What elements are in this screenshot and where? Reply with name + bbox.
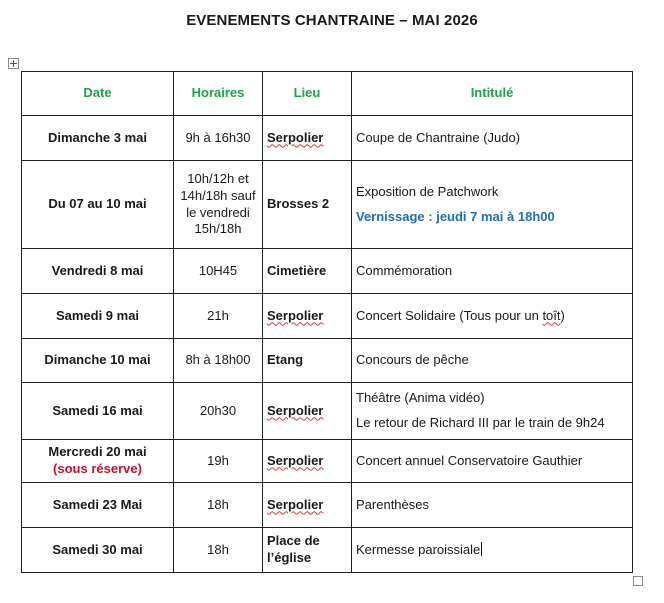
table-header-row [22,72,633,116]
place-text: Serpolier [267,496,324,512]
cell-place[interactable] [263,440,352,483]
cell-date[interactable]: Samedi 23 Mai [22,483,174,528]
cell-place[interactable]: Cimetière [263,249,352,294]
cell-time[interactable]: 18h [174,528,263,573]
cell-date[interactable]: Samedi 9 mai [22,294,174,339]
title-line: Exposition de Patchwork [356,183,499,199]
header-title: Intitulé [352,72,633,116]
table-row [22,383,633,440]
cell-title[interactable]: Coupe de Chantraine (Judo) [352,116,633,161]
header-place: Lieu [263,72,352,116]
cell-place[interactable] [263,294,352,339]
place-text: Serpolier [267,402,324,418]
cell-date[interactable] [22,440,174,483]
cell-title[interactable] [352,528,633,573]
table-move-handle-icon[interactable] [8,58,19,69]
cell-date[interactable]: Du 07 au 10 mai [22,161,174,249]
table-resize-handle[interactable] [633,576,643,586]
cell-title[interactable]: Concours de pêche [352,339,633,383]
cell-time[interactable]: 8h à 18h00 [174,339,263,383]
table-row [22,483,633,528]
cell-place[interactable]: Brosses 2 [263,161,352,249]
cell-date[interactable]: Dimanche 10 mai [22,339,174,383]
cell-title[interactable]: Commémoration [352,249,633,294]
cell-place[interactable] [263,483,352,528]
table-row [22,249,633,294]
table-row [22,116,633,161]
text-cursor [481,542,482,556]
header-time: Horaires [174,72,263,116]
table-row [22,339,633,383]
cell-time[interactable]: 9h à 16h30 [174,116,263,161]
tentative-note: (sous réserve) [53,461,142,476]
cell-place[interactable]: Etang [263,339,352,383]
place-text: Serpolier [267,129,324,145]
table-row [22,440,633,483]
cell-place[interactable] [263,116,352,161]
cell-place[interactable] [263,383,352,440]
cell-time[interactable]: 10h/12h et 14h/18h sauf le vendredi 15h/18h [174,161,263,249]
cell-title[interactable] [352,294,633,339]
events-table [21,71,633,573]
title-text-end: ) [560,307,565,323]
title-text: Kermesse paroissiale [356,541,481,557]
cell-title[interactable] [352,161,633,249]
cell-date[interactable]: Vendredi 8 mai [22,249,174,294]
table-row [22,528,633,573]
cell-time[interactable]: 10H45 [174,249,263,294]
title-text-flagged: toît [542,307,561,323]
cell-time[interactable]: 20h30 [174,383,263,440]
place-text: Serpolier [267,452,324,468]
cell-title[interactable]: Concert annuel Conservatoire Gauthier [352,440,633,483]
cell-time[interactable]: 18h [174,483,263,528]
cell-title[interactable]: Parenthèses [352,483,633,528]
title-line-2: Le retour de Richard III par le train de 9h24 [356,415,605,430]
cell-date[interactable]: Samedi 16 mai [22,383,174,440]
date-text: Mercredi 20 mai [48,444,147,460]
document-title: EVENEMENTS CHANTRAINE – MAI 2026 [186,12,478,29]
cell-title[interactable] [352,383,633,440]
table-row [22,161,633,249]
place-text: Serpolier [267,307,324,323]
title-text: Concert Solidaire (Tous pour un [356,307,543,323]
table-row [22,294,633,339]
header-date: Date [22,72,174,116]
cell-date[interactable]: Dimanche 3 mai [22,116,174,161]
title-line: Théâtre (Anima vidéo) [356,390,485,406]
cell-place[interactable]: Place de l’église [263,528,352,573]
cell-time[interactable]: 21h [174,294,263,339]
cell-date[interactable]: Samedi 30 mai [22,528,174,573]
cell-time[interactable]: 19h [174,440,263,483]
opening-note: Vernissage : jeudi 7 mai à 18h00 [356,208,555,224]
